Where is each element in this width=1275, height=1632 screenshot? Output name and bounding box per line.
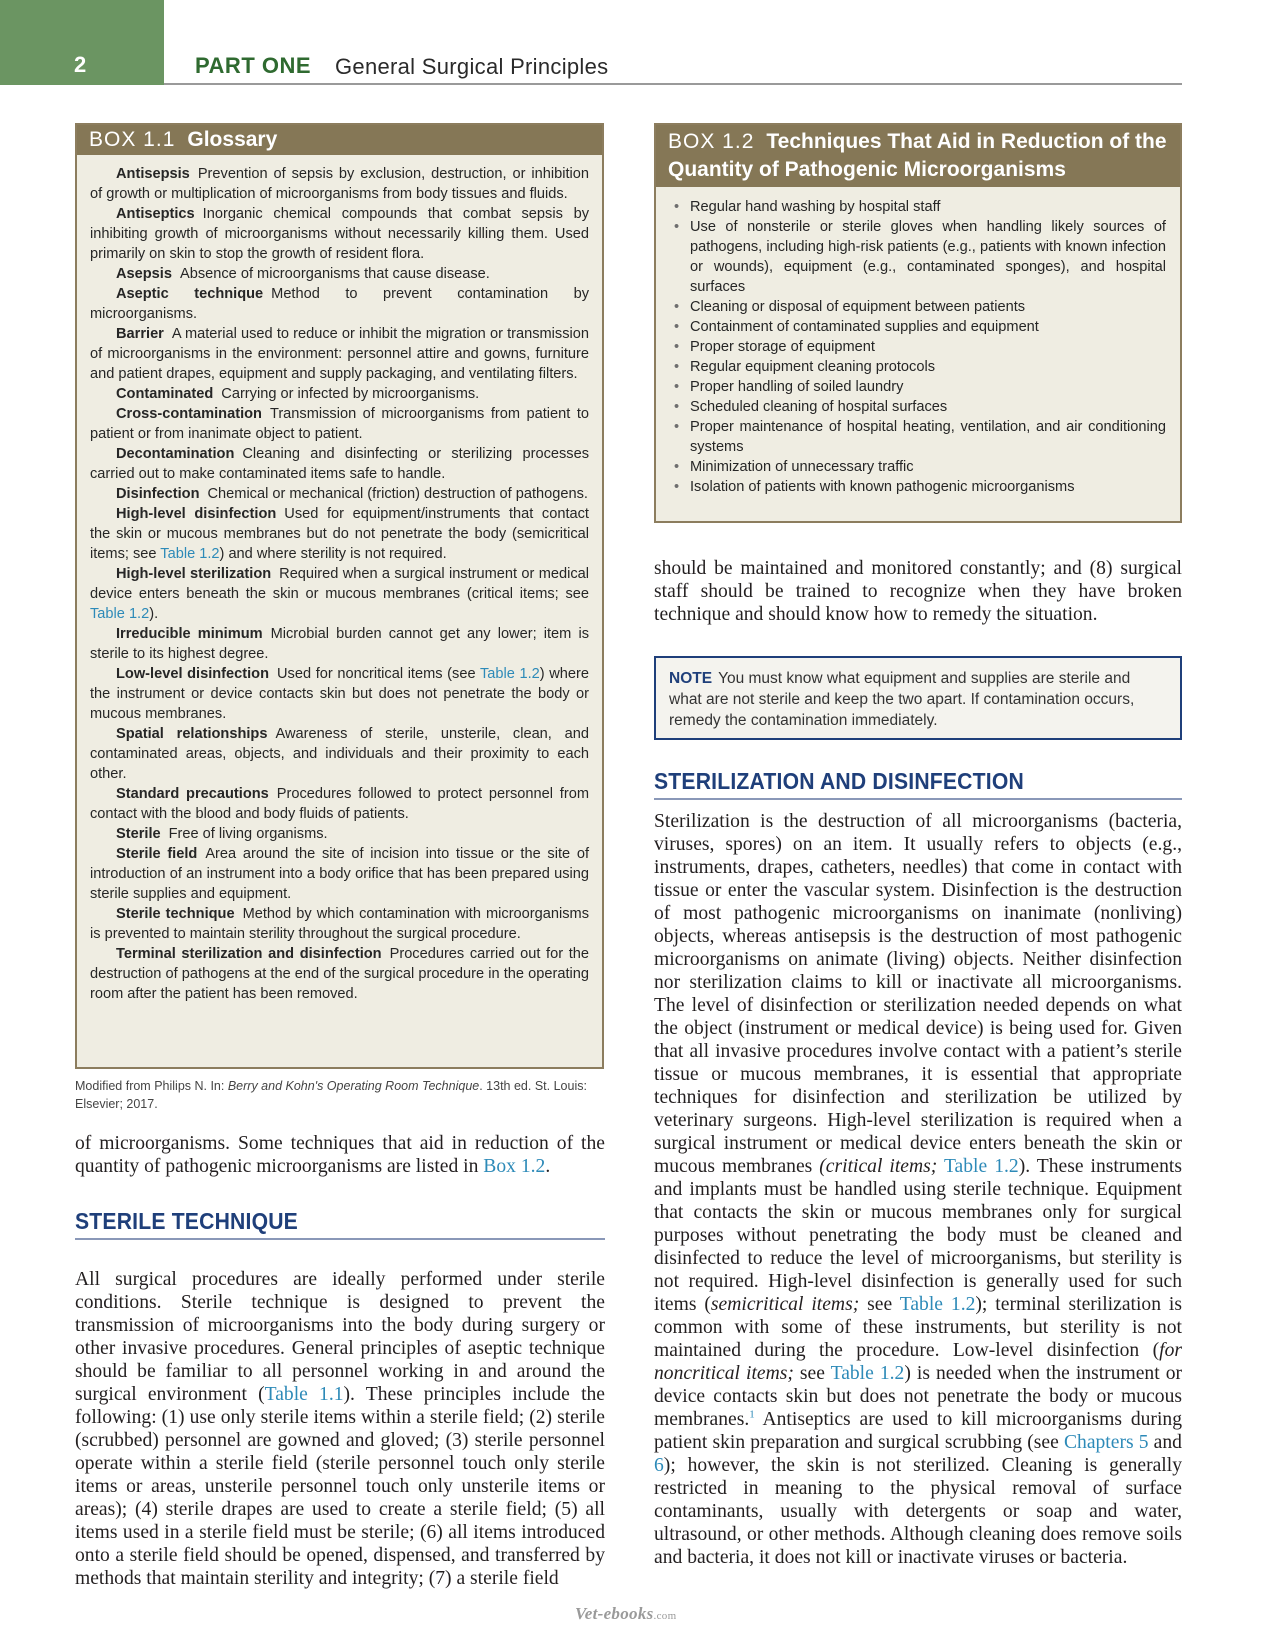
techniques-list — [656, 187, 1180, 497]
sterilization-paragraph: Sterilization is the destruction of all microorganisms (bacteria, viruses, spores) on an item. It usually refers to objects (e.g., instruments, drapes, catheters, needles) that come in contact with tissue or enter the vascular system. Disinfection is the destruction of most pathogenic microorganisms on inanimate (nonliving) objects, whereas antisepsis is the destruction of most pathogenic microorganisms on animate (living) objects. Neither disinfection nor sterilization claims to kill or inactivate all microorganisms. The level of disinfection or sterilization needed depends on what the object (instrument or medical device) is being used for. Given that all invasive procedures involve contact with a patient’s sterile tissue or mucous membranes, it is essential that appropriate techniques for disinfection and sterilization be utilized by veterinary surgeons. High-level sterilization is required when a surgical instrument or medical device enters beneath the skin or mucous membranes (critical items; Table 1.2). These instruments and implants must be handled using sterile technique. Equipment that contacts the skin or mucous membranes only for surgical purposes without penetrating the body must be cleaned and disinfected to reduce the level of microorganisms, but sterility is not required. High-level disinfection is generally used for such items (semicritical items; see Table 1.2); terminal sterilization is common with some of these instruments, but sterility is not maintained during the procedure. Low-level disinfection (for noncritical items; see Table 1.2) is needed when the instrument or device contacts skin but does not penetrate the body or mucous membranes.$^1$ Antiseptics are used to kill microorganisms during patient skin preparation and surgical scrubbing (see Chapters 5 and 6); however, the skin is not sterilized. Cleaning is generally restricted in meaning to the physical removal of surface contaminants, usually with detergents or soap and water, ultrasound, or other methods. Although cleaning does remove soils and bacteria, it does not kill or inactivate viruses or bacteria. — [654, 811, 1183, 1568]
table-1-2-link[interactable]: Table 1.2 — [160, 546, 220, 562]
glossary-entry — [90, 664, 589, 724]
technique-list-item: • Regular hand washing by hospital staff — [670, 197, 1166, 217]
techniques-box-header — [656, 125, 1180, 187]
glossary-entry — [90, 904, 589, 944]
glossary-entry — [90, 204, 589, 264]
left-continuation-paragraph: of microorganisms. Some techniques that aid in reduction of the quantity of pathogenic microorganisms are listed in Box 1.2. — [75, 1133, 605, 1177]
glossary-term: Terminal sterilization and disinfection — [116, 946, 382, 962]
glossary-entry — [90, 944, 589, 1004]
glossary-term: Spatial relationships — [116, 726, 268, 742]
glossary-definition: Absence of microorganisms that cause disease. — [179, 266, 490, 282]
glossary-entry — [90, 264, 589, 284]
glossary-entry — [90, 284, 589, 324]
glossary-entry — [90, 484, 589, 504]
technique-list-item: • Isolation of patients with known pathogenic microorganisms — [670, 477, 1166, 497]
glossary-definition: A material used to reduce or inhibit the migration or transmission of microorganisms in the environment: personnel attire and gowns, furniture and patient drapes, equipment and supply packaging, and ventilating filters. — [90, 326, 589, 382]
glossary-entry — [90, 784, 589, 824]
glossary-entry — [90, 164, 589, 204]
technique-list-item: • Regular equipment cleaning protocols — [670, 357, 1166, 377]
glossary-term: Standard precautions — [116, 786, 269, 802]
glossary-definition: Area around the site of incision into tissue or the site of introduction of an instrument into a body orifice that has been prepared using sterile supplies and equipment. — [90, 846, 589, 902]
glossary-term: Irreducible minimum — [116, 626, 263, 642]
glossary-term: Barrier — [116, 326, 164, 342]
glossary-entry — [90, 444, 589, 484]
right-continuation-paragraph: should be maintained and monitored constantly; and (8) surgical staff should be trained to recognize when they have broken technique and should know how to remedy the situation. — [654, 558, 1182, 625]
glossary-definition: Required when a surgical instrument or medical device enters beneath the skin or mucous membranes (critical items; see — [90, 566, 589, 602]
glossary-term: Decontamination — [116, 446, 235, 462]
table-1-2-link[interactable]: Table 1.2 — [90, 606, 150, 622]
note-label: NOTE — [669, 670, 713, 687]
glossary-definition: ) where the instrument or device contacts skin but does not penetrate the body or mucous membranes. — [90, 666, 589, 722]
glossary-term: Aseptic technique — [116, 286, 264, 302]
technique-list-item: • Containment of contaminated supplies and equipment — [670, 317, 1166, 337]
glossary-term: High-level sterilization — [116, 566, 272, 582]
technique-list-item: • Use of nonsterile or sterile gloves when handling likely sources of pathogens, including high-risk patients (e.g., patients with known infection or wounds), equipment (e.g., contaminated sponges), and hospital surfaces — [670, 217, 1166, 297]
glossary-definition: Procedures carried out for the destruction of pathogens at the end of the surgical procedure in the operating room after the patient has been removed. — [90, 946, 589, 1002]
glossary-definition: Used for equipment/instruments that contact the skin or mucous membranes but do not penetrate the body (semicritical items; see — [90, 506, 589, 562]
glossary-definition: Inorganic chemical compounds that combat sepsis by inhibiting growth of microorganisms without necessarily killing them. Used primarily on skin to stop the growth of resident flora. — [90, 206, 589, 262]
note-box — [654, 656, 1182, 740]
watermark-logo: Vet-ebooks.com — [575, 1604, 677, 1623]
glossary-definition: Used for noncritical items (see — [277, 666, 480, 682]
glossary-definition: Microbial burden cannot get any lower; item is sterile to its highest degree. — [90, 626, 589, 662]
chapter-6-link[interactable]: 6 — [654, 1455, 664, 1476]
box-title: Techniques That Aid in Reduction of the Quantity of Pathogenic Microorganisms — [668, 130, 1167, 181]
glossary-entry — [90, 824, 589, 844]
section-rule — [75, 1238, 605, 1240]
glossary-definition: Procedures followed to protect personnel from contact with the blood and body fluids of patients. — [90, 786, 589, 822]
table-1-2-link[interactable]: Table 1.2 — [943, 1156, 1019, 1177]
glossary-definition: ) and where sterility is not required. — [219, 546, 447, 562]
glossary-box-header — [77, 125, 602, 155]
glossary-list — [77, 155, 602, 1004]
glossary-entry — [90, 624, 589, 664]
glossary-term: Disinfection — [116, 486, 200, 502]
glossary-term: Sterile field — [116, 846, 198, 862]
glossary-term: Antisepsis — [116, 166, 190, 182]
technique-list-item: • Proper storage of equipment — [670, 337, 1166, 357]
glossary-entry — [90, 564, 589, 624]
technique-list-item: • Minimization of unnecessary traffic — [670, 457, 1166, 477]
glossary-definition: Carrying or infected by microorganisms. — [221, 386, 480, 402]
section-rule — [654, 798, 1182, 800]
technique-list-item: • Cleaning or disposal of equipment between patients — [670, 297, 1166, 317]
glossary-term: Sterile — [116, 826, 161, 842]
glossary-definition: Method by which contamination with microorganisms is prevented to maintain sterility throughout the surgical procedure. — [90, 906, 589, 942]
note-text: You must know what equipment and supplies are sterile and what are not sterile and keep the two apart. If contamination occurs, remedy the contamination immediately. — [669, 670, 1135, 729]
glossary-term: High-level disinfection — [116, 506, 277, 522]
header-rule — [164, 83, 1182, 85]
glossary-entry — [90, 844, 589, 904]
glossary-definition: Cleaning and disinfecting or sterilizing processes carried out to make contaminated items safe to handle. — [90, 446, 589, 482]
glossary-definition: Method to prevent contamination by microorganisms. — [90, 286, 589, 322]
glossary-term: Antiseptics — [116, 206, 195, 222]
technique-list-item: • Proper maintenance of hospital heating, ventilation, and air conditioning systems — [670, 417, 1166, 457]
glossary-term: Low-level disinfection — [116, 666, 270, 682]
section-heading-sterilization: STERILIZATION AND DISINFECTION — [654, 768, 1024, 794]
glossary-entry — [90, 724, 589, 784]
page-number: 2 — [74, 52, 87, 77]
glossary-definition: ). — [149, 606, 159, 622]
technique-list-item: • Proper handling of soiled laundry — [670, 377, 1166, 397]
glossary-definition: Free of living organisms. — [168, 826, 328, 842]
glossary-entry — [90, 404, 589, 444]
glossary-definition: Transmission of microorganisms from patient to patient or from inanimate object to patient. — [90, 406, 589, 442]
box-number: BOX 1.2 — [668, 130, 755, 153]
glossary-definition: Prevention of sepsis by exclusion, destruction, or inhibition of growth or multiplication of microorganisms from body tissues and fluids. — [90, 166, 589, 202]
glossary-term: Cross-contamination — [116, 406, 262, 422]
glossary-definition: Awareness of sterile, unsterile, clean, and contaminated areas, objects, and individuals and their proximity to each other. — [90, 726, 589, 782]
table-1-1-link[interactable]: Table 1.1 — [264, 1384, 344, 1405]
chapters-5-link[interactable]: Chapters 5 — [1063, 1432, 1149, 1453]
glossary-entry — [90, 504, 589, 564]
part-label: PART ONE — [195, 53, 312, 78]
glossary-entry — [90, 384, 589, 404]
glossary-definition: Chemical or mechanical (friction) destruction of pathogens. — [207, 486, 588, 502]
table-1-2-link[interactable]: Table 1.2 — [479, 666, 540, 682]
glossary-term: Asepsis — [116, 266, 172, 282]
box-1-2-link[interactable]: Box 1.2 — [483, 1156, 546, 1177]
table-1-2-link[interactable]: Table 1.2 — [899, 1294, 976, 1315]
section-heading-sterile-technique: STERILE TECHNIQUE — [75, 1208, 298, 1234]
reference-1-link[interactable]: 1 — [749, 1408, 755, 1421]
box-credit: Modified from Philips N. In: Berry and Kohn's Operating Room Technique. 13th ed. St. Louis: Elsevier; 2017. — [75, 1079, 587, 1111]
technique-list-item: • Scheduled cleaning of hospital surfaces — [670, 397, 1166, 417]
box-number: BOX 1.1 — [89, 128, 176, 151]
glossary-entry — [90, 324, 589, 384]
glossary-box — [75, 123, 604, 1069]
techniques-box — [654, 123, 1182, 523]
sterile-technique-paragraph: All surgical procedures are ideally performed under sterile conditions. Sterile technique is designed to prevent the transmission of microorganisms into the body during surgery or other invasive procedures. General principles of aseptic technique should be familiar to all personnel working in and around the surgical environment (Table 1.1). These principles include the following: (1) use only sterile items within a sterile field; (2) sterile (scrubbed) personnel are gowned and gloved; (3) sterile personnel operate within a sterile field (sterile personnel touch only sterile items or areas, unsterile personnel touch only unsterile items or areas); (4) sterile drapes are used to create a sterile field; (5) all items used in a sterile field must be sterile; (6) all items introduced onto a sterile field should be opened, dispensed, and transferred by methods that maintain sterility and integrity; (7) a sterile field — [75, 1269, 606, 1589]
glossary-term: Contaminated — [116, 386, 214, 402]
box-title: Glossary — [187, 128, 278, 151]
part-title: General Surgical Principles — [335, 54, 609, 79]
glossary-term: Sterile technique — [116, 906, 235, 922]
table-1-2-link[interactable]: Table 1.2 — [830, 1363, 905, 1384]
